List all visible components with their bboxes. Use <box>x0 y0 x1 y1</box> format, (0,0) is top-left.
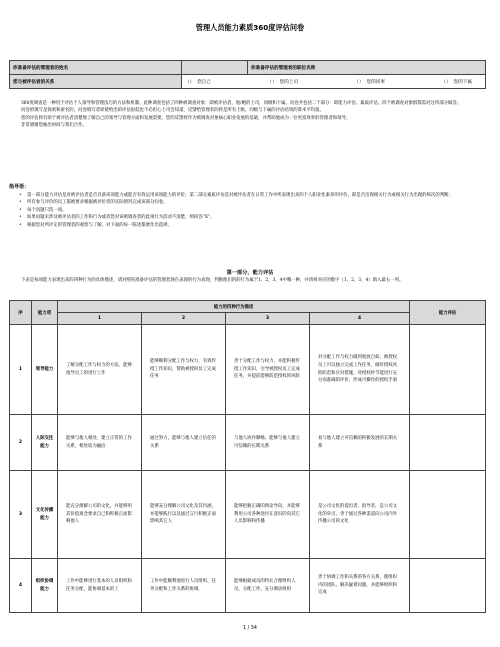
behavior-cell: 易与他人建立可信赖的积极发展的长期关系 <box>310 415 410 471</box>
relation-label: 您与被评估者的关系 <box>10 75 182 89</box>
page-title: 管理人员能力素质360度评估问卷 <box>195 23 305 32</box>
section-title: 第一部分、能力评估 <box>226 270 274 276</box>
guide-item: • 第一部分能力评估是对被评估者是否具备该项能力或能否有效运用该项能力的评价，第二部分素质评估是对被评估者在日常工作中所表现出来的个人职业化素养的评价，即是否出现相关行为或相关行为出现的频次的判断； <box>19 193 453 198</box>
page-number: 1 / 34 <box>243 626 257 631</box>
behavior-cell: 工作中能够进行基本的人员组织和任务分配，能协调基本的工 <box>58 559 142 613</box>
option-colleague[interactable]: （） 您的同事 <box>354 79 385 85</box>
ability-name: 领导能力 <box>32 325 58 415</box>
rating-cell[interactable] <box>410 559 486 613</box>
header-level-2: 2 <box>142 313 226 325</box>
bullet-icon: • <box>19 222 22 228</box>
behavior-cell: 善于分配工作与权力，并能积极传授工作知识，引导被授权员工完成任务，并提前能够防范授权的风险 <box>226 325 310 415</box>
behavior-cell: 是公司文化的提出者、倡导者，是公司文化的牵引，善于通过各种渠道向公司内外传播公司的文化 <box>310 471 410 559</box>
header-seq: 序 <box>10 301 32 325</box>
relation-options <box>182 75 486 89</box>
section-description: 下表是每项能力表现出来的四种行为的具体描述，请对照你准备评估的管理者现在表现的行为表现，判断他们的的行为属于1，2，3，4中哪一种，并请将对应的数字（1，2，3，4）填入最右一列。 <box>21 278 404 283</box>
intro-paragraph: 非常感谢您抽出时间与我们合作。 <box>21 123 87 129</box>
behavior-cell: 工作中能顺利地进行人员组织、任务分配和工作关系的协调， <box>142 559 226 613</box>
ability-name: 文化传播能力 <box>32 471 58 559</box>
row-number: 2 <box>10 415 32 471</box>
option-superior[interactable]: （） 您的上司 <box>267 79 298 85</box>
table-row <box>10 471 486 559</box>
rating-cell[interactable] <box>410 471 486 559</box>
behavior-cell: 能够把握正确的舆论导向，并能够利用公司各种途径在意识的向其它人员影响和传播 <box>226 471 310 559</box>
intro-paragraph: 360度调查是一种用于评估个人领导和管理技巧的方法和机制。此种调查包括了四种被调查对象：即被评估者，他/她的上司，同级和下属。问卷共包括二个部分：即能力评估、素质评估。四个被调查对象群都需对这四部分做答。 <box>21 101 462 106</box>
header-level-4: 4 <box>310 313 410 325</box>
bullet-icon: • <box>19 193 22 198</box>
guide-item: • 根据您对所评定的管理者的观察与了解，对下面的每一陈述都要作出选择。 <box>19 222 172 228</box>
ability-name: 组织协调能力 <box>32 559 58 613</box>
behavior-cell: 善于协调工作和关系的各方关系，使组织内的团队，解决疑难问题，并能够组织和完成 <box>310 559 410 613</box>
row-number: 4 <box>10 559 32 613</box>
intro-section <box>9 100 487 130</box>
ability-name: 人际交往能力 <box>32 415 58 471</box>
behavior-cell: 能够根据成员的特长合理组织人员，分配工作，充分调动组织 <box>226 559 310 613</box>
behavior-cell: 了解分配工作与权力的方法，能够指导员工的进行工作 <box>58 325 142 415</box>
row-number: 3 <box>10 471 32 559</box>
guide-heading: 指导语： <box>9 184 30 190</box>
header-level-1: 1 <box>58 313 142 325</box>
header-behavior-desc: 能力的四种行为描述 <box>58 301 410 313</box>
intro-paragraph: 问卷的填写是保密和匿名的，问卷填写者即使给出的评估很低也不必担心上司会知道，反馈给管理者的将是所有上级、同级与下属的评估结果的算术平均值。 <box>21 108 324 114</box>
header-rating: 能力评估 <box>410 301 486 325</box>
behavior-cell: 能够充分理解公司文化及其内涵，并能够践行以及通过言行积极正面影响其它人 <box>142 471 226 559</box>
table-row <box>10 415 486 471</box>
behavior-cell: 通过努力，能够与他人建立信任的关系 <box>142 415 226 471</box>
bullet-icon: • <box>19 215 22 221</box>
behavior-cell: 对分配工作与权力做到收放自如，被授权员工可以独立完成工作任务，做好授权风险防范和应对措施，对授权杯节能进行充分而准确的评价，形成可操作的授权手册 <box>310 325 410 415</box>
bullet-icon: • <box>19 200 22 206</box>
intro-paragraph: 您的评估将有助于被评估者清楚地了解自己的领导与管理方面和发展需要。您的反馈将作为被调查对象核心职业发展的基础，并帮助他成为一位更富效率的管理者和领导。 <box>21 115 351 121</box>
behavior-cell: 与他人协作顺畅，能够与他人建立可信赖的长期关系 <box>226 415 310 471</box>
behavior-cell: 能够顺利分配工作与权力，有效传授工作知识，帮助被授权员工完成任务 <box>142 325 226 415</box>
guide-list <box>9 192 487 229</box>
ability-table <box>9 300 486 613</box>
behavior-cell: 能充分理解公司的文化，并能够用其价值观念要求自己和积极正面影响他人 <box>58 471 142 559</box>
table-row <box>10 325 486 415</box>
manager-position-label: 你准备评估的管理者的职位名称 <box>248 61 486 75</box>
row-number: 1 <box>10 325 32 415</box>
guide-item: • 如果问题未涉及被评估者的工作和行为或者您对该被调查者的此项行为活动不清楚，则回答“X”。 <box>19 215 215 221</box>
option-self[interactable]: （） 您自己 <box>185 79 211 85</box>
guide-item: • 每个问题只选一项。 <box>19 207 67 213</box>
manager-name-label: 你准备评估的管理者的姓名 <box>10 61 182 75</box>
behavior-cell: 能够与他人相处，建立正常的工作关系，相处较为融洽 <box>58 415 142 471</box>
header-level-3: 3 <box>226 313 310 325</box>
respondent-info-table <box>9 60 486 89</box>
manager-name-field[interactable] <box>182 61 248 75</box>
rating-cell[interactable] <box>410 325 486 415</box>
header-ability: 能力项 <box>32 301 58 325</box>
guide-item: • 所有参与评价的员工都被要求根据被评价者的实际情况完成该部分问卷。 <box>19 200 168 206</box>
rating-cell[interactable] <box>410 415 486 471</box>
table-row <box>10 559 486 613</box>
bullet-icon: • <box>19 207 22 213</box>
option-subordinate[interactable]: （） 您的下属 <box>441 79 472 85</box>
